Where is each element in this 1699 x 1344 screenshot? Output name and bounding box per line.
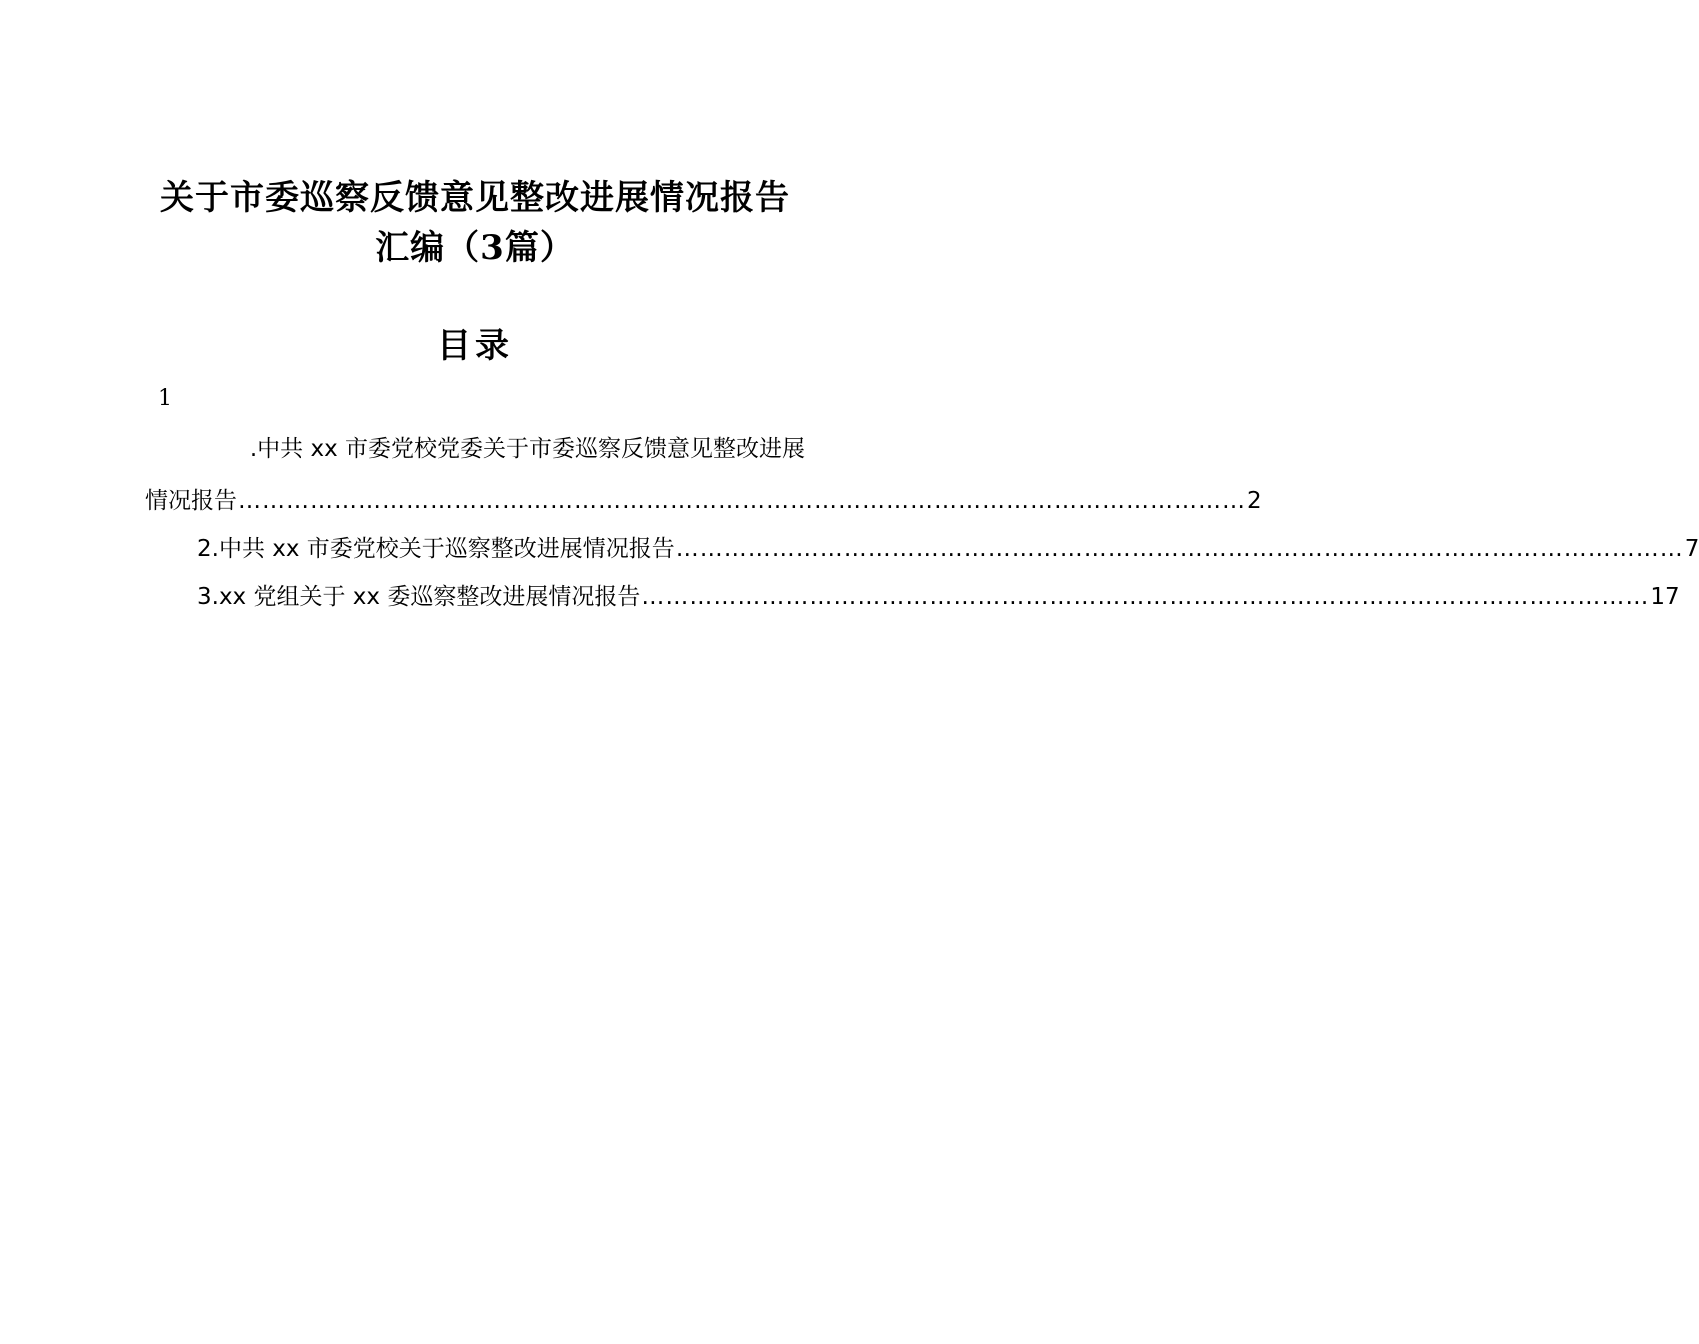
toc-entry-1-line-2 bbox=[145, 486, 1262, 516]
toc-entry-1-page-number: 2 bbox=[1247, 488, 1262, 514]
dot-leader: ……………………………………………………………………………………………………………… bbox=[675, 536, 1684, 562]
dot-leader: ……………………………………………………………………………………………………………… bbox=[641, 584, 1650, 610]
toc-entry-3[interactable] bbox=[145, 582, 1680, 612]
document-title-line-2: 汇编（3篇） bbox=[375, 228, 575, 268]
list-marker: 1 bbox=[158, 386, 172, 411]
dot-leader: ……………………………………………………………………………………………………………… bbox=[238, 488, 1246, 514]
toc-entry-1-text-line-1: .中共 xx 市委党校党委关于市委巡察反馈意见整改进展 bbox=[249, 436, 805, 462]
toc-heading: 目录 bbox=[437, 326, 513, 366]
toc-entry-3-text: 3.xx 党组关于 xx 委巡察整改进展情况报告 bbox=[197, 584, 641, 610]
toc-entry-2-text: 2.中共 xx 市委党校关于巡察整改进展情况报告 bbox=[197, 536, 675, 562]
toc-entry-1[interactable] bbox=[145, 434, 1262, 516]
document-title-line-1: 关于市委巡察反馈意见整改进展情况报告 bbox=[160, 178, 790, 218]
toc-entry-2-page-number: 7 bbox=[1684, 536, 1699, 562]
toc-entry-2[interactable] bbox=[145, 534, 1699, 564]
toc-entry-1-text-line-2: 情况报告 bbox=[145, 488, 237, 514]
toc-entry-3-page-number: 17 bbox=[1650, 584, 1680, 610]
